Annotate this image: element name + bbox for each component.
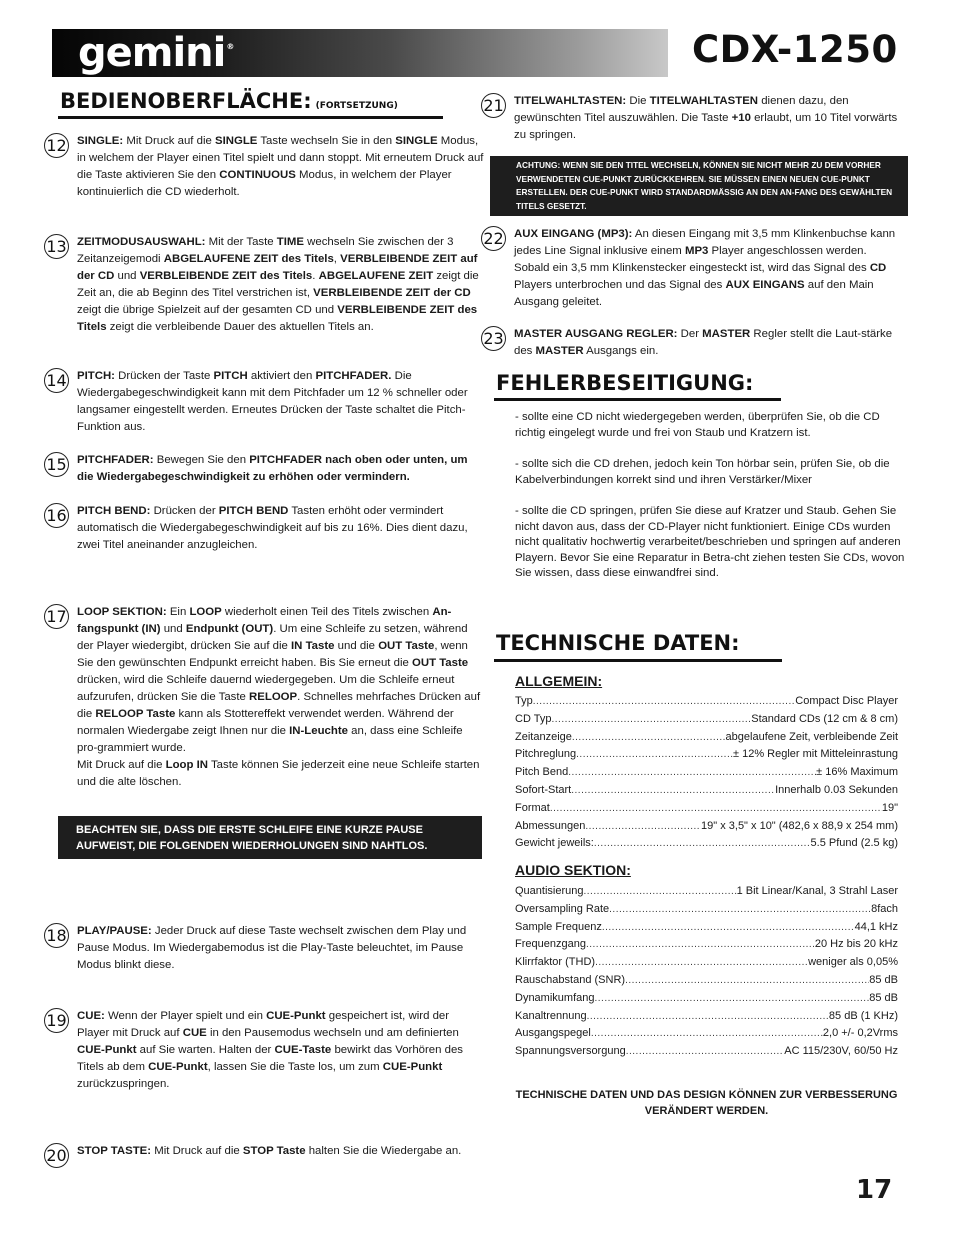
- troubleshoot-paragraph: - sollte sich die CD drehen, jedoch kein Ton hörbar sein, prüfen Sie, ob die Kabelverbindungen korrekt sind und ihren Verstärker/Mixer: [515, 458, 890, 486]
- item-23-master: [481, 326, 901, 360]
- item-12-single: [44, 133, 484, 201]
- spec-label: CD Typ: [515, 712, 552, 725]
- spec-label: Sample Frequenz: [515, 920, 602, 933]
- dot-leader: [550, 801, 882, 818]
- spec-label: Frequenzgang: [515, 938, 586, 951]
- number-badge: 14: [44, 368, 69, 393]
- item-text: PITCH BEND: Drücken der PITCH BEND Tasten erhöht oder vermindert automatisch die Wiedergabegeschwindigkeit auf bis zu 16%. Dies dient dazu, zwei Titel aneinander anzugleichen.: [77, 505, 468, 551]
- spec-value: 19": [881, 801, 898, 814]
- item-text: MASTER AUSGANG REGLER: Der MASTER Regler stellt die Laut-stärke des MASTER Ausgangs ein.: [514, 328, 893, 357]
- spec-label: Oversampling Rate: [515, 902, 610, 915]
- spec-label: Gewicht jeweils:: [515, 837, 594, 850]
- dot-leader: [587, 1009, 829, 1026]
- dot-leader: [594, 991, 869, 1008]
- item-text: PITCHFADER: Bewegen Sie den PITCHFADER nach oben oder unten, um die Wiedergabegeschwindigkeit zu erhöhen oder vermindern.: [77, 454, 468, 483]
- spec-value: AC 115/230V, 60/50 Hz: [784, 1045, 898, 1058]
- spec-label: Typ: [515, 695, 533, 707]
- footer-note: TECHNISCHE DATEN UND DAS DESIGN KÖNNEN ZUR VERBESSERUNG VERÄNDERT WERDEN.: [515, 1089, 898, 1117]
- spec-value: 8fach: [871, 902, 898, 915]
- spec-value: 5.5 Pfund (2.5 kg): [810, 837, 898, 850]
- spec-list-audio: [515, 883, 898, 1061]
- number-badge: 16: [44, 503, 69, 528]
- spec-value: 85 dB: [869, 991, 898, 1004]
- spec-row: [515, 1043, 898, 1061]
- item-21-titelwahl: [481, 93, 901, 144]
- spec-label: Pitch Bend: [515, 766, 569, 779]
- troubleshoot-paragraph: - sollte eine CD nicht wiedergegeben werden, überprüfen Sie, ob die CD richtig eingelegt wurde und frei von Staub und Kratzern ist.: [515, 411, 880, 439]
- cue-warning-box: ACHTUNG: WENN SIE DEN TITEL WECHSELN, KÖNNEN SIE NICHT MEHR ZU DEM VORHER VERWENDETEN CUE-PUNKT ZURÜCKKEHREN. SIE MÜSSEN EINEN NEUEN CUE-PUNKT ERSTELLEN. DER CUE-PUNKT WIRD STANDARDMÄSSIG AN DEN AN-FANG DES GEWÄHLTEN TITELS GESETZT.: [490, 156, 908, 216]
- dot-leader: [594, 836, 811, 853]
- gemini-logo: gemini®: [78, 30, 234, 76]
- item-20-stop: [44, 1143, 484, 1165]
- spec-row: [515, 818, 898, 836]
- spec-value: 85 dB (1 KHz): [828, 1009, 898, 1022]
- page-number: 17: [856, 1175, 893, 1205]
- spec-label: Kanaltrennung: [515, 1009, 587, 1022]
- number-badge: 23: [481, 326, 506, 351]
- dot-leader: [626, 1044, 785, 1061]
- dot-leader: [586, 937, 815, 954]
- section-title-fehlerbeseitigung: FEHLERBESEITIGUNG:: [496, 371, 754, 395]
- spec-row: [515, 782, 898, 800]
- spec-row: [515, 835, 898, 853]
- item-text: STOP TASTE: Mit Druck auf die STOP Taste halten Sie die Wiedergabe an.: [77, 1145, 462, 1157]
- number-badge: 20: [44, 1143, 69, 1168]
- number-badge: 15: [44, 452, 69, 477]
- dot-leader: [533, 694, 796, 711]
- number-badge: 17: [44, 604, 69, 629]
- item-text: SINGLE: Mit Druck auf die SINGLE Taste wechseln Sie in den SINGLE Modus, in welchem der Player einen Titel spielt und dann stoppt. Mit erneutem Druck auf die Taste aktivieren Sie den CONTINUOUS Modus, in welchem der Player kontinuierlich die CD wiederholt.: [77, 135, 484, 198]
- spec-value: Compact Disc Player: [795, 695, 898, 707]
- dot-leader: [595, 955, 808, 972]
- spec-row: [515, 901, 898, 919]
- spec-row: [515, 693, 898, 711]
- spec-row: [515, 972, 898, 990]
- item-text: LOOP SEKTION: Ein LOOP wiederholt einen Teil des Titels zwischen An-fangspunkt (IN) und Endpunkt (OUT). Um eine Schleife zu setzen, während der Player wiedergibt, drücken Sie auf die IN Taste und die OUT Taste, wenn Sie den gewünschten Endpunkt erreicht haben. Bis Sie erneut die OUT Taste drücken, wird die Schleife dauernd wiedergegeben. Um die Schleife erneut aufzurufen, drücken Sie die Taste RELOOP. Schnelles mehrfaches Drücken auf die RELOOP Taste kann als Stottereffekt verwendet werden. Während der normalen Wiedergabe zeigt Ihnen nur die IN-Leuchte an, dass eine Schleife pro-grammiert wurde. Mit Druck auf die Loop IN Taste können Sie jederzeit eine neue Schleife starten und die alte löschen.: [77, 606, 481, 788]
- spec-label: Zeitanzeige: [515, 730, 572, 743]
- loop-warning-box: BEACHTEN SIE, DASS DIE ERSTE SCHLEIFE EINE KURZE PAUSE AUFWEIST, DIE FOLGENDEN WIEDERHOLUNGEN SIND NAHTLOS.: [58, 816, 482, 859]
- spec-value: 19" x 3,5" x 10" (482,6 x 88,9 x 254 mm): [701, 819, 898, 832]
- spec-value: 1 Bit Linear/Kanal, 3 Strahl Laser: [736, 885, 898, 897]
- dot-leader: [584, 884, 737, 901]
- spec-value: ± 12% Regler mit Mitteleinrastung: [733, 748, 898, 761]
- spec-value: Innerhalb 0.03 Sekunden: [775, 783, 898, 796]
- section-underline: [58, 116, 443, 119]
- section-title-bedienoberflaeche: BEDIENOBERFLÄCHE: (FORTSETZUNG): [60, 89, 398, 113]
- number-badge: 19: [44, 1008, 69, 1033]
- spec-label: Rauschabstand (SNR): [515, 973, 626, 986]
- spec-row: [515, 746, 898, 764]
- item-18-play-pause: [44, 923, 484, 974]
- spec-label: Abmessungen: [515, 819, 586, 832]
- spec-row: [515, 883, 898, 901]
- spec-row: [515, 990, 898, 1008]
- section-title-technische-daten: TECHNISCHE DATEN:: [496, 631, 740, 655]
- spec-list-general: [515, 693, 898, 853]
- dot-leader: [591, 1026, 823, 1043]
- troubleshoot-paragraph: - sollte die CD springen, prüfen Sie diese auf Kratzer und Staub. Gehen Sie nicht davon aus, dass der CD-Player nicht funktioniert. Einige CDs wurden nicht qualitativ hochwertig verarbeitet/beschrieben und springen auf anderen Playern. Bevor Sie eine Reparatur in Betra-cht ziehen testen Sie CDs, wovon Sie wissen, dass diese einwandfrei sind.: [515, 505, 905, 579]
- spec-row: [515, 954, 898, 972]
- dot-leader: [568, 765, 816, 782]
- section-underline: [494, 659, 782, 662]
- spec-label: Spannungsversorgung: [515, 1045, 626, 1058]
- spec-label: Dynamikumfang: [515, 991, 595, 1004]
- spec-label: Klirrfaktor (THD): [515, 956, 596, 969]
- subhead-audio: AUDIO SEKTION:: [515, 862, 631, 878]
- spec-label: Sofort-Start: [515, 783, 572, 796]
- spec-value: weniger als 0,05%: [808, 956, 898, 969]
- spec-label: Pitchreglung: [515, 748, 577, 761]
- item-text: AUX EINGANG (MP3): An diesen Eingang mit 3,5 mm Klinkenbuchse kann jedes Line Signal inklusive einem MP3 Player angeschlossen werden. Sobald ein 3,5 mm Klinkenstecker eingesteckt ist, wird das Signal des CD Players unterbrochen und das Signal des AUX EINGANS auf den Main Ausgang geleitet.: [514, 228, 896, 308]
- item-14-pitch: [44, 368, 484, 436]
- item-16-pitch-bend: [44, 503, 484, 554]
- model-title: CDX-1250: [692, 28, 898, 71]
- dot-leader: [551, 712, 751, 729]
- item-text: CUE: Wenn der Player spielt und ein CUE-Punkt gespeichert ist, wird der Player mit Druck auf CUE in den Pausemodus wechseln und am definierten CUE-Punkt auf Sie warten. Halten der CUE-Taste bewirkt das Vorhören des Titels ab dem CUE-Punkt, lassen Sie die Taste los, um zum CUE-Punkt zurückzuspringen.: [77, 1010, 463, 1090]
- dot-leader: [571, 783, 775, 800]
- section-underline: [494, 398, 781, 401]
- item-text: PITCH: Drücken der Taste PITCH aktiviert den PITCHFADER. Die Wiedergabegeschwindigkeit kann mit dem Pitchfader um 12 % schneller oder langsamer eingestellt werden. Erneutes Drücken der Taste schaltet die Pitch-Funktion aus.: [77, 370, 468, 433]
- spec-row: [515, 711, 898, 729]
- spec-value: ± 16% Maximum: [816, 766, 898, 779]
- number-badge: 22: [481, 226, 506, 251]
- dot-leader: [585, 819, 701, 836]
- dot-leader: [625, 973, 869, 990]
- subhead-allgemein: ALLGEMEIN:: [515, 673, 603, 689]
- spec-value: 20 Hz bis 20 kHz: [814, 938, 898, 951]
- dot-leader: [609, 902, 871, 919]
- spec-value: 2,0 +/- 0,2Vrms: [822, 1027, 898, 1040]
- spec-row: [515, 764, 898, 782]
- spec-label: Format: [515, 801, 550, 814]
- item-19-cue: [44, 1008, 484, 1093]
- spec-value: 44,1 kHz: [854, 920, 898, 933]
- spec-value: Standard CDs (12 cm & 8 cm): [751, 712, 898, 725]
- number-badge: 18: [44, 923, 69, 948]
- item-17-loop: [44, 604, 484, 791]
- spec-label: Ausgangspegel: [515, 1027, 591, 1040]
- spec-value: 85 dB: [869, 973, 898, 986]
- item-22-aux: [481, 226, 901, 311]
- spec-label: Quantisierung: [515, 885, 584, 897]
- item-15-pitchfader: [44, 452, 484, 486]
- item-text: TITELWAHLTASTEN: Die TITELWAHLTASTEN dienen dazu, den gewünschten Titel auszuwählen. Die Taste +10 erlaubt, um 10 Titel vorwärts zu springen.: [514, 95, 898, 141]
- spec-row: [515, 919, 898, 937]
- dot-leader: [572, 730, 726, 747]
- spec-row: [515, 800, 898, 818]
- spec-row: [515, 936, 898, 954]
- number-badge: 12: [44, 133, 69, 158]
- spec-row: [515, 729, 898, 747]
- spec-row: [515, 1008, 898, 1026]
- spec-row: [515, 1025, 898, 1043]
- dot-leader: [576, 747, 733, 764]
- number-badge: 21: [481, 93, 506, 118]
- item-text: ZEITMODUSAUSWAHL: Mit der Taste TIME wechseln Sie zwischen der 3 Zeitanzeigemodi ABGELAUFENE ZEIT des Titels, VERBLEIBENDE ZEIT auf der CD und VERBLEIBENDE ZEIT des Titels. ABGELAUFENE ZEIT zeigt die Zeit an, die ab Beginn des Titel verstrichen ist, VERBLEIBENDE ZEIT der CD zeigt die übrige Spielzeit auf der gesamten CD und VERBLEIBENDE ZEIT des Titels zeigt die verbleibende Dauer des aktuellen Titels an.: [77, 236, 479, 333]
- item-text: PLAY/PAUSE: Jeder Druck auf diese Taste wechselt zwischen dem Play und Pause Modus. Im Wiedergabemodus ist die Play-Taste beleuchtet, im Pause Modus blinkt diese.: [77, 925, 467, 971]
- item-13-zeitmodus: [44, 234, 484, 336]
- number-badge: 13: [44, 234, 69, 259]
- dot-leader: [602, 920, 855, 937]
- spec-value: abgelaufene Zeit, verbleibende Zeit: [725, 730, 898, 743]
